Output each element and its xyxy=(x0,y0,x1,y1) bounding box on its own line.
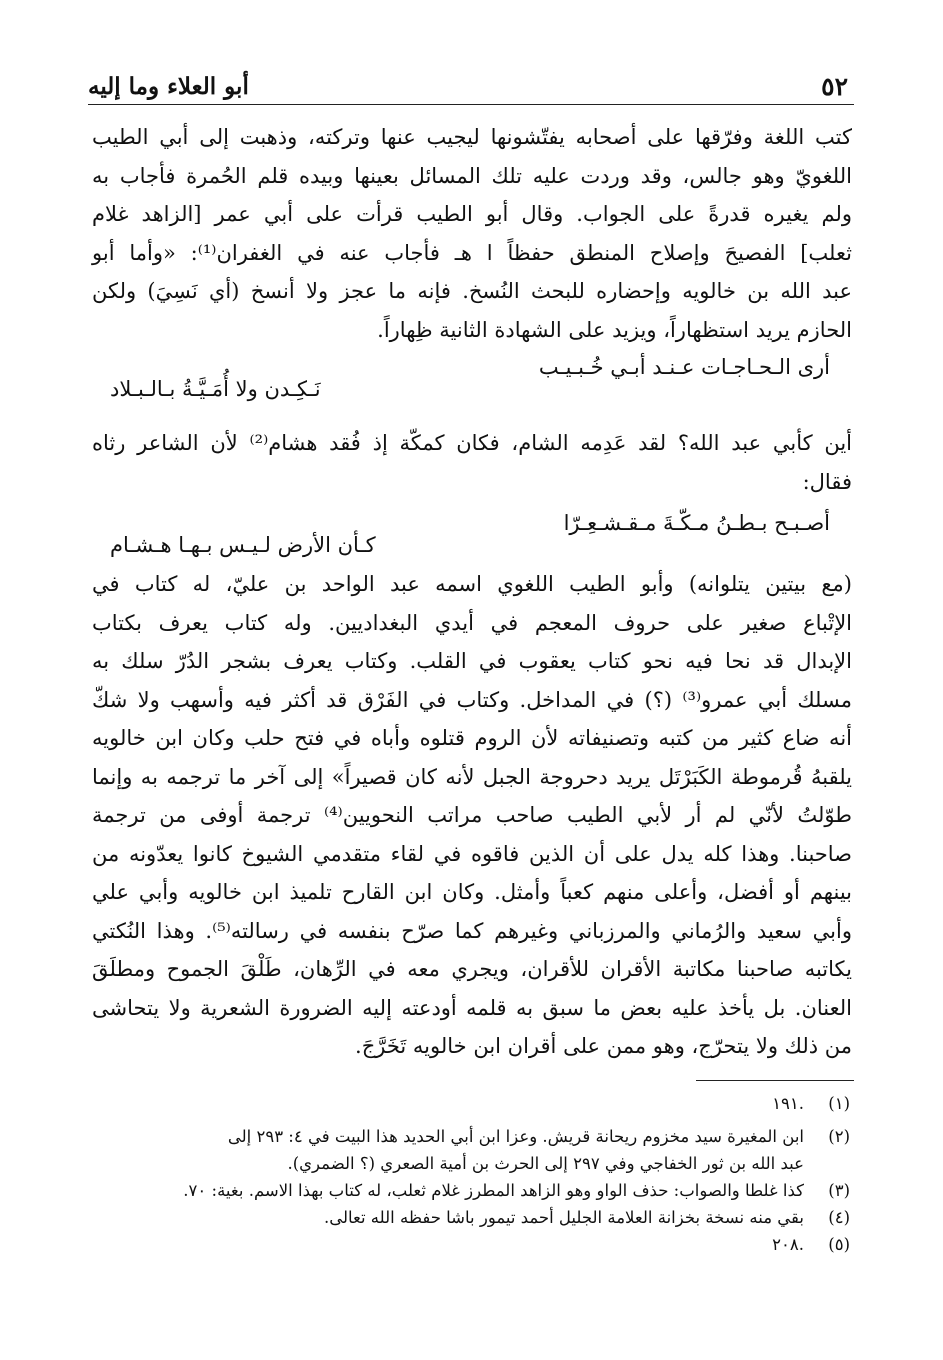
footnote-number: (٤) xyxy=(828,1208,850,1227)
text-line: ولم يغيره قدرةً على الجواب. وقال أبو الطيب قرأت على أبي عمر [الزاهد غلام xyxy=(92,202,852,226)
footnote-number: (١) xyxy=(828,1094,850,1113)
footnote-text: .٢٠٨ xyxy=(772,1235,804,1254)
verse-1 xyxy=(110,352,830,412)
paragraph-1 xyxy=(92,118,852,349)
footnote-text: عبد الله بن ثور الخفاجي وفي ٢٩٧ إلى الحرث بن أمية الصعري (؟ الضمري). xyxy=(287,1154,804,1173)
text-line: عبد الله بن خالويه وإحضاره للبحث النُسخ. فإنه ما عجز ولا أنسخ (أي نَسِيَ) ولكن xyxy=(92,279,852,303)
text-line: (مع بيتين يتلوانه) وأبو الطيب اللغوي اسمه عبد الواحد بن عليّ، له كتاب في xyxy=(92,572,852,596)
text-line: من ذلك ولا يتحرّج، وهو ممن على أقران ابن خالويه تَخَرَّجَ. xyxy=(355,1034,852,1058)
footnote-2 xyxy=(92,1123,852,1177)
text-line: ثعلب] الفصيحَ وإصلاح المنطق حفظاً ا هـ فأجاب عنه في الغفران⁽¹⁾: «وأما أبو xyxy=(92,240,852,265)
footnotes xyxy=(92,1090,852,1258)
footnote-4 xyxy=(92,1204,852,1231)
text-line: أين كأبي عبد الله؟ لقد عَدِمه الشام، فكان كمكّة إذ فُقد هشام⁽²⁾ لأن الشاعر رثاه xyxy=(92,431,852,455)
footnote-number: (٢) xyxy=(828,1127,850,1146)
footnote-text: كذا غلطا والصواب: حذف الواو وهو الزاهد المطرز غلام ثعلب، له كتاب بهذا الاسم. بغية: ٧٠. xyxy=(183,1181,804,1200)
verse-second-hemistich: نَـكِـدن ولا أُمَـيَّـةُ بـالـبـلاد xyxy=(110,377,321,401)
running-title: أبو العلاء وما إليه xyxy=(88,73,249,100)
text-line: كتب اللغة وفرّقها على أصحابه يفتّشونها ليجيب عنها وتركته، وذهبت إلى أبي الطيب xyxy=(92,125,852,149)
text-line: طوّلتُ لأنّي لم أر لأبي الطيب صاحب مراتب النحويين⁽⁴⁾ ترجمة أوفى من ترجمة xyxy=(92,803,852,827)
footnote-text: ابن المغيرة سيد مخزوم ريحانة قريش. وعزا ابن أبي الحديد هذا البيت في ٤: ٢٩٣ إلى xyxy=(227,1127,804,1146)
text-line: أنه ضاع كثير من كتبه وتصنيفاته لأن الروم قتلوه وأباه في فتح حلب وكان ابن خالويه xyxy=(92,726,852,750)
verse-second-hemistich: كـأن الأرض لـيـس بـهـا هـشـام xyxy=(110,533,376,557)
text-line: الحازم يريد استظهاراً، ويزيد على الشهادة الثانية ظِهاراً. xyxy=(377,317,852,342)
footnote-number: (٥) xyxy=(828,1235,850,1254)
footnote-3 xyxy=(92,1177,852,1204)
text-line: وأبي سعيد والرُماني والمرزباني وغيرهم كما صرّح بنفسه في رسالته⁽⁵⁾. وهذا النُكتي xyxy=(92,918,853,943)
footnote-text: بقي منه نسخة بخزانة العلامة الجليل أحمد تيمور باشا حفظه الله تعالى. xyxy=(323,1208,804,1227)
footnote-5 xyxy=(92,1231,852,1258)
text-line: يلقبهُ قُرموطة الكَبَرْتَل يريد دحروجة الجبل لأنه كان قصيراً» إلى آخر ما ترجمه به وإنما xyxy=(92,764,852,789)
verse-first-hemistich: أرى الـحـاجـات عـنـد أبـي خُـبـيـب xyxy=(538,355,830,379)
text-line: العنان. بل يأخذ عليه بعض ما سبق به قلمه أودعته إليه الضرورة الشعرية ولا يتحاشى xyxy=(92,995,852,1020)
footnote-1 xyxy=(92,1090,852,1117)
paragraph-2 xyxy=(92,424,852,501)
footnote-number: (٣) xyxy=(828,1181,850,1200)
text-line: بينهم أو أفضل، وأعلى منهم كعباً وأمثل. وكان ابن القارح تلميذ ابن خالويه وأبي علي xyxy=(92,880,852,904)
text-line: اللغويّ وهو جالس، وقد وردت عليه تلك المسائل بعينها وبيده قلم الحُمرة فأجاب به xyxy=(92,163,852,188)
text-line: فقال: xyxy=(802,469,852,494)
text-line: الإتْباع صغير على حروف المعجم في أيدي البغداديين. وله كتاب يعرف بكتاب xyxy=(92,610,852,635)
footnote-text: .١٩١ xyxy=(772,1094,804,1113)
text-line: يكاتبه صاحبنا مكاتبة الأقران للأقران، ويجري معه في الرِّهان، طَلْقَ الجموح ومطلَقَ xyxy=(92,957,852,981)
footnote-rule xyxy=(696,1080,854,1081)
verse-2 xyxy=(110,508,830,568)
text-line: الإبدال قد نحا فيه نحو كتاب يعقوب في القلب. وكتاب يعرف بشجر الدُرّ سلك به xyxy=(92,649,852,673)
header-rule xyxy=(88,104,854,105)
page-header xyxy=(88,58,854,104)
verse-first-hemistich: أصـبـح بـطـنُ مـكّـةَ مـقـشـعِـرّا xyxy=(563,511,830,535)
page-number: ٥٢ xyxy=(821,72,848,101)
text-line: مسلك أبي عمرو⁽³⁾ (؟) في المداخل. وكتاب في الفَرْق قد أكثر فيه وأسهب ولا شكّ xyxy=(92,687,852,712)
paragraph-3 xyxy=(92,565,852,1066)
text-line: صاحبنا. وهذا كله يدل على أن الذين فاقوه في لقاء متقدمي الشيوخ كانوا يعدّونه من xyxy=(92,841,852,866)
